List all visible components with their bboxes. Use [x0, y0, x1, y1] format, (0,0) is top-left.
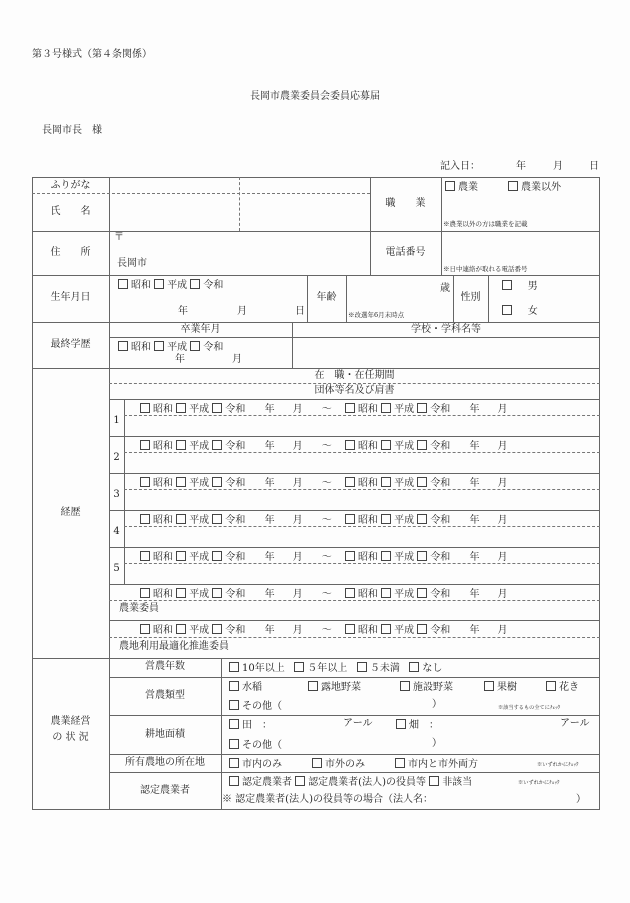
era-label: 令和: [225, 478, 246, 489]
era-label: 令和: [225, 441, 246, 452]
career-org-input[interactable]: [125, 490, 599, 509]
farming-type-fruit[interactable]: [484, 681, 517, 693]
checkbox-showa[interactable]: [345, 551, 355, 561]
certified-farmer-label: 認定農業者: [140, 785, 190, 796]
option-label: 施設野菜: [413, 682, 453, 693]
era-label: 令和: [203, 280, 224, 291]
career-period[interactable]: [140, 551, 508, 563]
option-label: ５未満: [369, 663, 400, 674]
era-label: 昭和: [153, 515, 173, 526]
era-label: 昭和: [357, 404, 378, 415]
checkbox-showa[interactable]: [118, 279, 128, 289]
checkbox-heisei[interactable]: [381, 551, 391, 561]
year-unit: 年: [469, 552, 480, 563]
entry-month-unit: 月: [553, 161, 563, 172]
row-line: [109, 436, 600, 437]
era-label: 昭和: [357, 441, 378, 452]
checkbox-reiwa[interactable]: [212, 624, 222, 634]
checkbox[interactable]: [229, 662, 239, 672]
phone-input[interactable]: [442, 232, 599, 260]
land-area-other-input[interactable]: [290, 738, 430, 751]
page-title: 長岡市農業委員会委員応募届: [250, 91, 380, 102]
year-unit: 年: [264, 478, 275, 489]
gender-option-male[interactable]: [502, 280, 538, 292]
year-unit: 年: [264, 441, 275, 452]
checkbox-heisei[interactable]: [381, 624, 391, 634]
year-unit: 年: [469, 404, 480, 415]
month-unit: 月: [497, 441, 508, 452]
occupation-label-right: [441, 177, 442, 275]
paddy-area-unit: アール: [343, 718, 373, 729]
close-paren: ）: [576, 794, 586, 805]
checkbox[interactable]: [312, 758, 322, 768]
option-label: 田 ：: [242, 720, 272, 731]
checkbox[interactable]: [229, 758, 239, 768]
month-unit: 月: [292, 404, 303, 415]
land-location-label: 所有農地の所在地: [125, 757, 205, 768]
year-unit: 年: [469, 441, 480, 452]
farming-type-label: 営農類型: [145, 690, 185, 701]
era-label: 平成: [189, 625, 210, 636]
era-label: 昭和: [131, 280, 151, 291]
tilde: ～: [321, 478, 332, 489]
checkbox-heisei[interactable]: [176, 403, 186, 413]
furigana-label: ふりがな: [50, 180, 91, 191]
checkbox[interactable]: [546, 681, 556, 691]
farming-years-options[interactable]: [229, 662, 442, 674]
era-label: 昭和: [153, 404, 173, 415]
school-header: 学校・学科名等: [411, 324, 481, 335]
address-prefix: 長岡市: [117, 258, 147, 269]
checkbox-reiwa[interactable]: [212, 514, 222, 524]
tilde: ～: [321, 625, 332, 636]
checkbox-heisei[interactable]: [381, 514, 391, 524]
era-label: 昭和: [153, 441, 173, 452]
era-label: 令和: [225, 552, 246, 563]
checkbox[interactable]: [396, 719, 406, 729]
era-label: 令和: [225, 515, 246, 526]
farming-years-label: 営農年数: [145, 661, 185, 672]
year-unit: 年: [469, 625, 480, 636]
row-line: [109, 399, 600, 400]
graduation-month-unit: 月: [232, 354, 242, 365]
year-unit: 年: [264, 589, 275, 600]
checkbox-reiwa[interactable]: [417, 514, 427, 524]
era-label: 平成: [394, 552, 415, 563]
era-label: 令和: [430, 515, 451, 526]
option-label: 果樹: [497, 682, 517, 693]
era-label: 令和: [225, 625, 246, 636]
career-header-period: 在 職・在任期間: [314, 370, 395, 381]
month-unit: 月: [497, 404, 508, 415]
month-unit: 月: [497, 625, 508, 636]
farming-type-greenhouse-veg[interactable]: [400, 681, 453, 693]
option-label: 畑 ：: [409, 720, 439, 731]
option-label: 農業以外: [521, 182, 561, 193]
gender-option-female[interactable]: [502, 305, 538, 317]
checkbox-reiwa[interactable]: [212, 403, 222, 413]
era-label: 平成: [394, 441, 415, 452]
row-line: [109, 584, 600, 585]
row-line: [109, 547, 600, 548]
career-label: 経歴: [60, 507, 81, 518]
option-label: 花き: [559, 682, 579, 693]
dash-line: [109, 637, 600, 638]
postal-mark: 〒: [114, 232, 124, 243]
checkbox[interactable]: [294, 662, 304, 672]
phone-note: ※日中連絡が取れる電話番号: [443, 265, 528, 273]
checkbox-heisei[interactable]: [176, 477, 186, 487]
checkbox-showa[interactable]: [118, 341, 128, 351]
gender-label: 性別: [460, 292, 481, 303]
farming-type-other-input[interactable]: [290, 699, 430, 712]
month-unit: 月: [292, 589, 303, 600]
col-line: [488, 275, 489, 322]
birth-era-options[interactable]: [118, 279, 223, 291]
career-org-input[interactable]: [125, 527, 599, 546]
checkbox[interactable]: [409, 662, 419, 672]
era-label: 令和: [225, 404, 246, 415]
certified-note: ※いずれかにﾁｪｯｸ: [518, 780, 560, 786]
graduation-header: 卒業年月: [180, 324, 221, 335]
farm-label-line1: 農業経営: [50, 716, 91, 727]
option-label: 水稲: [242, 682, 262, 693]
checkbox[interactable]: [229, 776, 239, 786]
era-label: 平成: [394, 589, 415, 600]
tilde: ～: [321, 515, 332, 526]
land-area-paddy[interactable]: [229, 719, 272, 731]
checkbox-showa[interactable]: [140, 588, 150, 598]
checkbox-reiwa[interactable]: [417, 440, 427, 450]
row-line: [32, 275, 600, 276]
month-unit: 月: [497, 515, 508, 526]
checkbox-reiwa[interactable]: [212, 551, 222, 561]
era-label: 平成: [189, 589, 210, 600]
option-label: 男: [527, 281, 538, 292]
era-label: 令和: [225, 589, 246, 600]
checkbox-reiwa[interactable]: [212, 440, 222, 450]
career-period[interactable]: [140, 403, 508, 415]
checkbox-heisei[interactable]: [176, 624, 186, 634]
land-location-note: ※いずれかにﾁｪｯｸ: [537, 762, 579, 768]
month-unit: 月: [497, 478, 508, 489]
form-number: 第３号様式（第４条関係）: [32, 49, 152, 60]
era-label: 令和: [430, 441, 451, 452]
checkbox[interactable]: [508, 181, 518, 191]
option-label: 認定農業者: [242, 777, 292, 788]
era-label: 昭和: [153, 552, 173, 563]
dash-line: [109, 383, 600, 384]
birth-label: 生年月日: [50, 292, 91, 303]
era-label: 平成: [394, 404, 415, 415]
age-note: ※改選年6月末時点: [348, 311, 405, 319]
checkbox-reiwa[interactable]: [417, 403, 427, 413]
month-unit: 月: [292, 478, 303, 489]
era-label: 昭和: [153, 478, 173, 489]
checkbox[interactable]: [429, 776, 439, 786]
checkbox[interactable]: [357, 662, 367, 672]
occupation-note: ※農業以外の方は職業を記載: [443, 220, 528, 228]
checkbox-showa[interactable]: [345, 624, 355, 634]
occupation-label-left: [370, 177, 371, 275]
checkbox-showa[interactable]: [140, 514, 150, 524]
option-label: 非該当: [442, 777, 473, 788]
era-label: 昭和: [131, 342, 151, 353]
option-label: 認定農業者(法人)の役員等: [308, 777, 426, 788]
checkbox[interactable]: [395, 758, 405, 768]
era-label: 平成: [189, 441, 210, 452]
close-paren: ）: [432, 699, 442, 710]
checkbox[interactable]: [502, 305, 512, 315]
farming-type-rice[interactable]: [229, 681, 262, 693]
education-label: 最終学歴: [50, 339, 91, 350]
land-location-outside[interactable]: [312, 758, 365, 770]
school-input[interactable]: [293, 338, 599, 367]
option-label: ５年以上: [307, 663, 348, 674]
graduation-era-options[interactable]: [118, 341, 223, 353]
farming-type-open-veg[interactable]: [308, 681, 361, 693]
option-label: 市内と市外両方: [408, 759, 478, 770]
entry-date-label: 記入日：: [440, 161, 480, 172]
checkbox-heisei[interactable]: [176, 514, 186, 524]
year-unit: 年: [469, 478, 480, 489]
career-header-org: 団体等名及び肩書: [314, 385, 395, 396]
career-period[interactable]: [140, 477, 508, 489]
month-unit: 月: [292, 441, 303, 452]
checkbox[interactable]: [308, 681, 318, 691]
option-label: 市内のみ: [242, 759, 282, 770]
entry-date[interactable]: [440, 162, 600, 174]
checkbox-showa[interactable]: [140, 551, 150, 561]
option-label: その他（: [242, 740, 282, 751]
row-line: [32, 322, 600, 323]
option-label: 10年以上: [242, 663, 285, 674]
checkbox-heisei[interactable]: [381, 588, 391, 598]
graduation-year-unit: 年: [175, 354, 185, 365]
month-unit: 月: [497, 589, 508, 600]
occupation-input[interactable]: [442, 195, 599, 215]
row-line: [109, 772, 600, 773]
checkbox[interactable]: [229, 681, 239, 691]
era-label: 平成: [394, 515, 415, 526]
row-line: [109, 510, 600, 511]
tilde: ～: [321, 404, 332, 415]
row-line: [109, 754, 600, 755]
address-input[interactable]: [110, 232, 369, 274]
row-line: [32, 658, 600, 659]
checkbox-heisei[interactable]: [176, 440, 186, 450]
checkbox-reiwa[interactable]: [417, 588, 427, 598]
era-label: 昭和: [357, 478, 378, 489]
paddy-area-input[interactable]: [275, 718, 341, 731]
checkbox-heisei[interactable]: [381, 477, 391, 487]
era-label: 令和: [430, 589, 451, 600]
checkbox-reiwa[interactable]: [417, 477, 427, 487]
checkbox[interactable]: [445, 181, 455, 191]
era-label: 昭和: [357, 552, 378, 563]
land-location-both[interactable]: [395, 758, 478, 770]
col-line: [221, 658, 222, 810]
phone-label: 電話番号: [385, 247, 426, 258]
era-label: 昭和: [357, 589, 378, 600]
certified-options[interactable]: [229, 776, 472, 788]
field-area-unit: アール: [560, 718, 590, 729]
tilde: ～: [321, 441, 332, 452]
year-unit: 年: [264, 552, 275, 563]
checkbox-showa[interactable]: [345, 514, 355, 524]
field-area-input[interactable]: [445, 718, 535, 731]
close-paren: ）: [432, 738, 442, 749]
career-org-input[interactable]: [125, 416, 599, 435]
dash-line: [109, 600, 600, 601]
checkbox-reiwa[interactable]: [212, 477, 222, 487]
era-label: 平成: [189, 552, 210, 563]
checkbox[interactable]: [400, 681, 410, 691]
checkbox-heisei[interactable]: [154, 341, 164, 351]
career-org-input[interactable]: [125, 564, 599, 583]
checkbox-reiwa[interactable]: [190, 279, 200, 289]
month-unit: 月: [292, 552, 303, 563]
era-label: 令和: [430, 478, 451, 489]
checkbox-showa[interactable]: [345, 588, 355, 598]
era-label: 平成: [167, 342, 188, 353]
career-row-number: 2: [113, 452, 120, 463]
year-unit: 年: [264, 515, 275, 526]
era-label: 平成: [189, 404, 210, 415]
option-label: 露地野菜: [321, 682, 361, 693]
career-period[interactable]: [140, 440, 508, 452]
farmland-committee-label: 農地利用最適化推進委員: [119, 641, 229, 652]
career-period[interactable]: [140, 588, 508, 600]
checkbox-reiwa[interactable]: [212, 588, 222, 598]
era-label: 平成: [189, 478, 210, 489]
checkbox-heisei[interactable]: [381, 440, 391, 450]
era-label: 平成: [394, 478, 415, 489]
age-unit: 歳: [440, 283, 450, 294]
farm-label-line2: の 状 況: [52, 732, 89, 743]
checkbox-heisei[interactable]: [154, 279, 164, 289]
checkbox[interactable]: [229, 739, 239, 749]
checkbox-showa[interactable]: [140, 403, 150, 413]
era-label: 昭和: [153, 625, 173, 636]
corporation-name-input[interactable]: [465, 794, 575, 807]
checkbox-showa[interactable]: [140, 624, 150, 634]
era-label: 平成: [189, 515, 210, 526]
addressee: 長岡市長 様: [42, 125, 102, 136]
era-label: 昭和: [357, 515, 378, 526]
row-line: [32, 368, 600, 369]
year-unit: 年: [264, 625, 275, 636]
occupation-option-other[interactable]: [508, 181, 561, 193]
era-label: 昭和: [153, 589, 173, 600]
era-label: 令和: [430, 625, 451, 636]
name-input[interactable]: [110, 194, 369, 230]
age-input[interactable]: [347, 276, 437, 306]
month-unit: 月: [292, 515, 303, 526]
checkbox-showa[interactable]: [140, 477, 150, 487]
birth-month-unit: 月: [237, 306, 247, 317]
entry-day-unit: 日: [589, 161, 599, 172]
row-line: [109, 677, 600, 678]
row-line: [109, 620, 600, 621]
option-label: なし: [422, 663, 443, 674]
option-label: 市外のみ: [325, 759, 365, 770]
birth-year-unit: 年: [178, 306, 188, 317]
checkbox[interactable]: [484, 681, 494, 691]
checkbox-reiwa[interactable]: [190, 341, 200, 351]
checkbox-heisei[interactable]: [381, 403, 391, 413]
career-row-number: 4: [113, 526, 120, 537]
era-label: 令和: [430, 552, 451, 563]
land-location-city[interactable]: [229, 758, 282, 770]
checkbox[interactable]: [502, 280, 512, 290]
tilde: ～: [321, 552, 332, 563]
era-label: 令和: [203, 342, 224, 353]
checkbox[interactable]: [229, 719, 239, 729]
tilde: ～: [321, 589, 332, 600]
career-row-number: 5: [113, 563, 120, 574]
career-org-input[interactable]: [125, 453, 599, 472]
era-label: 令和: [430, 404, 451, 415]
checkbox-reiwa[interactable]: [417, 624, 427, 634]
row-line: [109, 473, 600, 474]
month-unit: 月: [497, 552, 508, 563]
option-label: 農業: [458, 182, 478, 193]
era-label: 平成: [167, 280, 188, 291]
address-label: 住 所: [50, 247, 91, 258]
farming-type-flowers[interactable]: [546, 681, 579, 693]
career-period[interactable]: [140, 514, 508, 526]
checkbox-showa[interactable]: [345, 477, 355, 487]
month-unit: 月: [292, 625, 303, 636]
corporation-note: ※ 認定農業者(法人)の役員等の場合（法人名：: [222, 794, 433, 805]
furigana-input[interactable]: [110, 178, 369, 192]
checkbox[interactable]: [295, 776, 305, 786]
ag-committee-label: 農業委員: [119, 603, 159, 614]
era-label: 平成: [394, 625, 415, 636]
land-area-label: 耕地面積: [145, 729, 185, 740]
year-unit: 年: [469, 515, 480, 526]
era-label: 昭和: [357, 625, 378, 636]
option-label: 女: [527, 306, 538, 317]
checkbox-showa[interactable]: [345, 440, 355, 450]
checkbox-showa[interactable]: [345, 403, 355, 413]
occupation-label: 職 業: [385, 198, 426, 209]
career-row-number: 1: [113, 415, 120, 426]
year-unit: 年: [469, 589, 480, 600]
age-label: 年齢: [316, 292, 337, 303]
option-label: その他（: [242, 701, 282, 712]
checkbox-showa[interactable]: [140, 440, 150, 450]
checkbox-reiwa[interactable]: [417, 551, 427, 561]
career-row-number: 3: [113, 489, 120, 500]
career-period[interactable]: [140, 624, 508, 636]
entry-year-unit: 年: [516, 161, 526, 172]
land-area-other[interactable]: [229, 739, 282, 751]
year-unit: 年: [264, 404, 275, 415]
checkbox-heisei[interactable]: [176, 551, 186, 561]
farming-type-other[interactable]: [229, 700, 282, 712]
row-line: [109, 715, 600, 716]
birth-day-unit: 日: [295, 306, 305, 317]
occupation-option-farming[interactable]: [445, 181, 478, 193]
land-area-field[interactable]: [396, 719, 439, 731]
checkbox-heisei[interactable]: [176, 588, 186, 598]
name-label: 氏 名: [50, 206, 91, 217]
checkbox[interactable]: [229, 700, 239, 710]
farming-type-note: ※該当するもの全てにﾁｪｯｸ: [498, 705, 561, 711]
